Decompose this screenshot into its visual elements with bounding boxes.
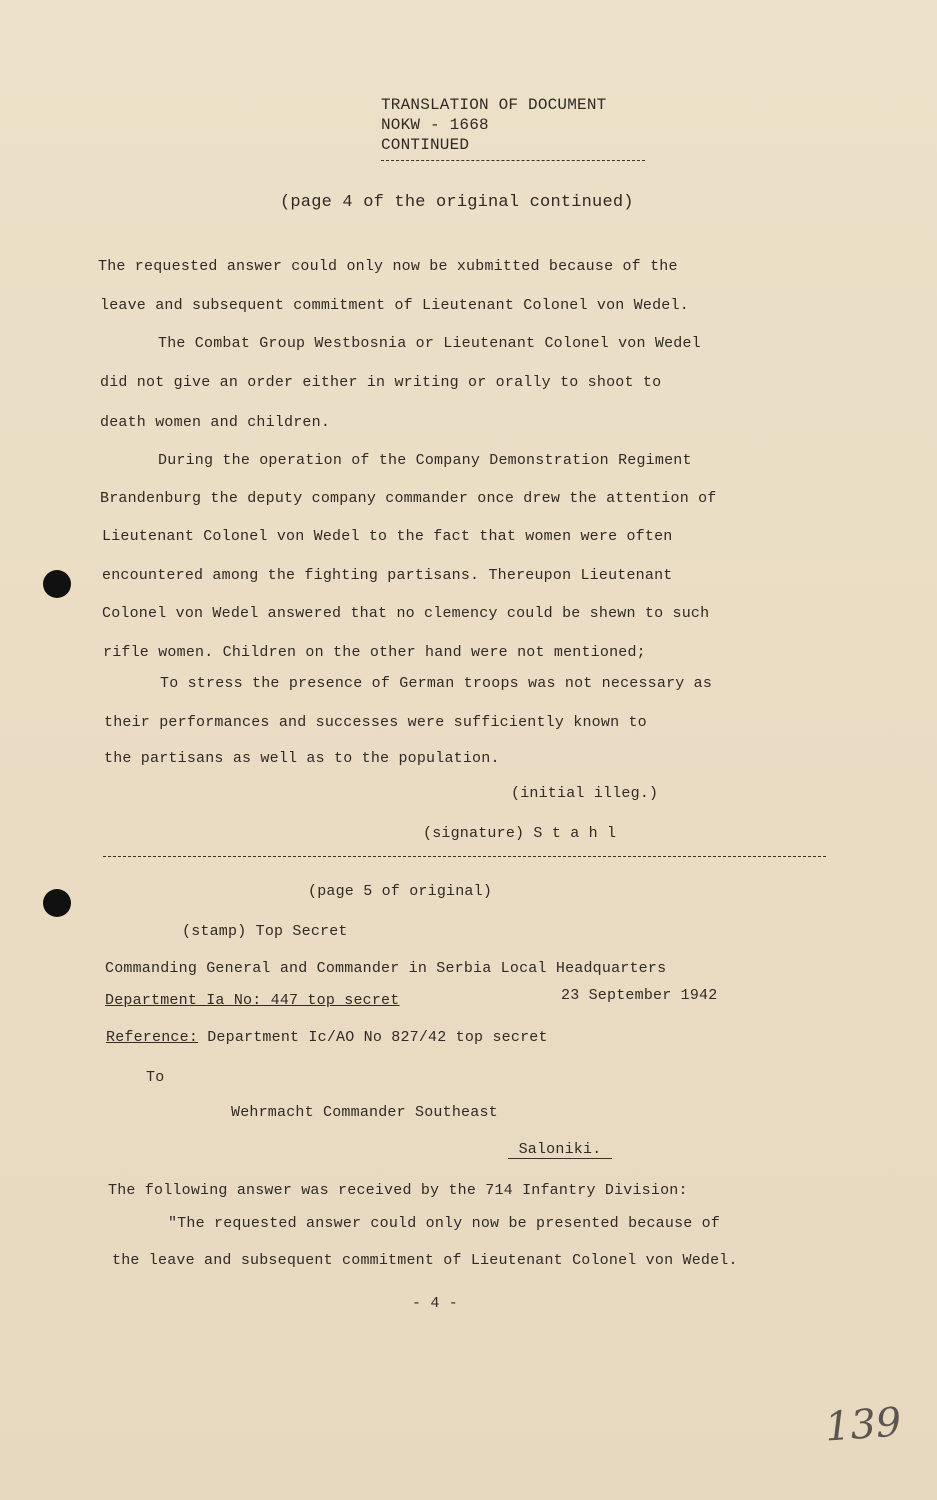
title-underline xyxy=(381,160,645,161)
reference-line xyxy=(106,1029,548,1046)
doc-title-line-3: CONTINUED xyxy=(381,136,470,154)
city-line: Saloniki. xyxy=(508,1141,612,1159)
body-line-3: The Combat Group Westbosnia or Lieutenant Colonel von Wedel xyxy=(158,335,701,352)
body-line-14: the partisans as well as to the population. xyxy=(104,750,500,767)
signature-line: (signature) S t a h l xyxy=(423,825,617,842)
body-line-10: Colonel von Wedel answered that no clemency could be shewn to such xyxy=(102,605,710,622)
page4-note: (page 4 of the original continued) xyxy=(280,193,634,212)
body-line-1: The requested answer could only now be xubmitted because of the xyxy=(98,258,678,275)
date-line: 23 September 1942 xyxy=(561,987,718,1004)
quote-line-2: the leave and subsequent commitment of Lieutenant Colonel von Wedel. xyxy=(112,1252,738,1269)
body-line-4: did not give an order either in writing or orally to shoot to xyxy=(100,374,662,391)
body-line-11: rifle women. Children on the other hand were not mentioned; xyxy=(103,644,646,661)
stamp-top-secret: (stamp) Top Secret xyxy=(182,923,348,940)
quote-line-1: "The requested answer could only now be presented because of xyxy=(168,1215,721,1232)
archive-number-handwritten: 139 xyxy=(823,1399,903,1451)
recipient-line: Wehrmacht Commander Southeast xyxy=(231,1104,498,1121)
body-line-7: Brandenburg the deputy company commander once drew the attention of xyxy=(100,490,717,507)
body-line-2: leave and subsequent commitment of Lieutenant Colonel von Wedel. xyxy=(100,297,689,314)
doc-title-line-2: NOKW - 1668 xyxy=(381,116,489,134)
page5-note: (page 5 of original) xyxy=(308,883,493,900)
department-line: Department Ia No: 447 top secret xyxy=(105,992,400,1009)
body-line-8: Lieutenant Colonel von Wedel to the fact that women were often xyxy=(102,528,673,545)
reference-text: Department Ic/AO No 827/42 top secret xyxy=(198,1029,548,1046)
section-divider xyxy=(103,856,826,857)
initial-illegible: (initial illeg.) xyxy=(511,785,659,802)
doc-title-line-1: TRANSLATION OF DOCUMENT xyxy=(381,96,607,114)
body-line-13: their performances and successes were sufficiently known to xyxy=(104,714,647,731)
body-line-5: death women and children. xyxy=(100,414,331,431)
body-line-6: During the operation of the Company Demonstration Regiment xyxy=(158,452,692,469)
following-answer-line: The following answer was received by the 714 Infantry Division: xyxy=(108,1182,688,1199)
page-number: - 4 - xyxy=(412,1295,459,1312)
punch-hole-lower xyxy=(43,889,71,917)
reference-label: Reference: xyxy=(106,1029,199,1046)
body-line-9: encountered among the fighting partisans. Thereupon Lieutenant xyxy=(102,567,673,584)
to-label: To xyxy=(146,1069,165,1086)
punch-hole-upper xyxy=(43,570,71,598)
body-line-12: To stress the presence of German troops was not necessary as xyxy=(160,675,713,692)
commanding-general-line: Commanding General and Commander in Serbia Local Headquarters xyxy=(105,960,667,977)
